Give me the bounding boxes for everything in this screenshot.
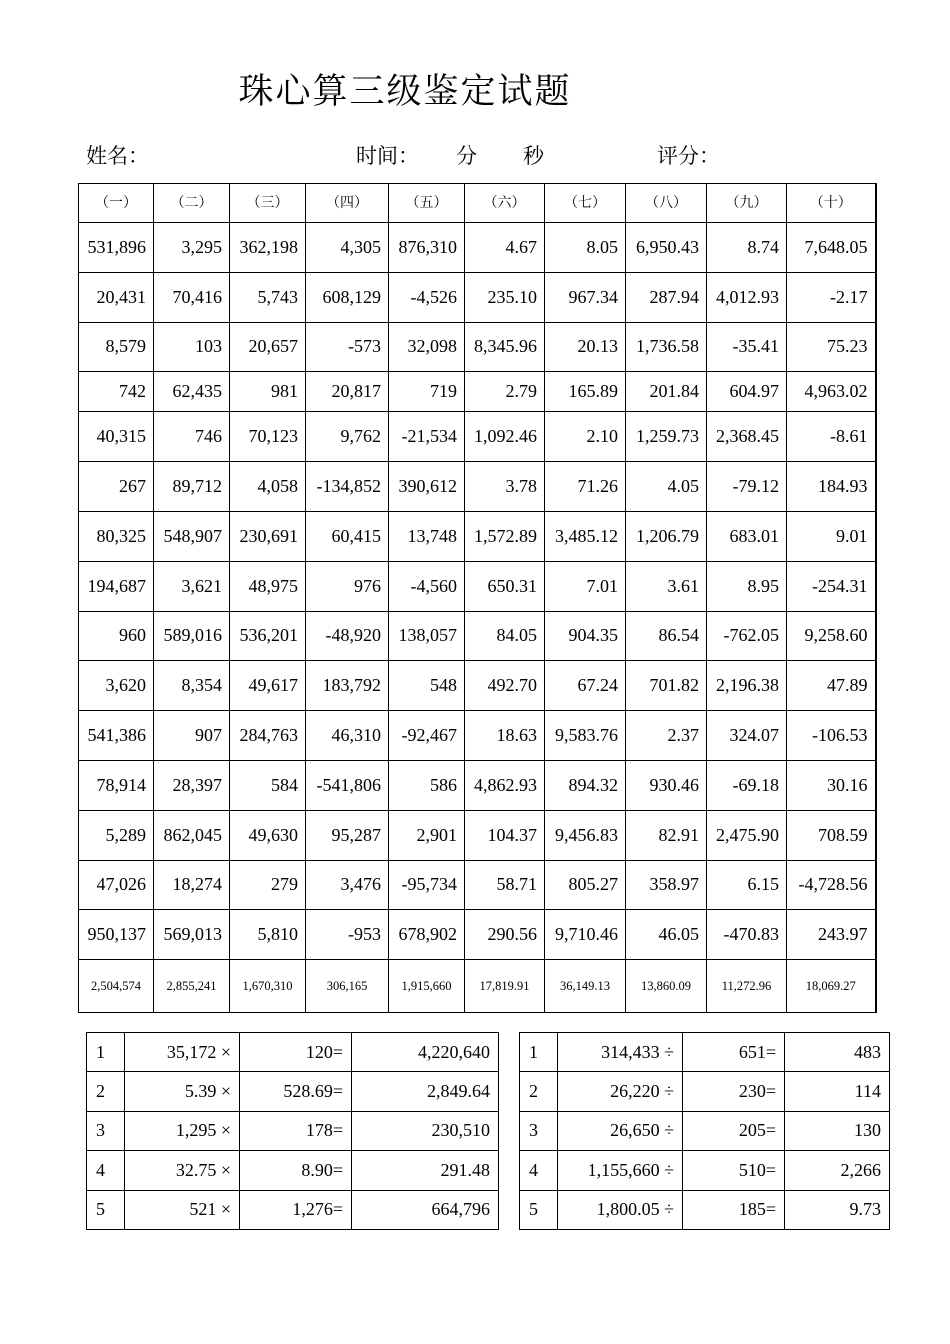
number-cell: 84.05 <box>465 611 545 661</box>
number-cell: 49,617 <box>230 661 306 711</box>
number-cell: 8,579 <box>79 322 154 372</box>
number-cell: 18,274 <box>154 860 230 910</box>
number-cell: -35.41 <box>707 322 787 372</box>
column-header: （五） <box>389 184 465 223</box>
number-cell: 2.10 <box>545 412 626 462</box>
number-cell: 8.74 <box>707 223 787 273</box>
number-cell: 604.97 <box>707 372 787 412</box>
number-cell: 1,259.73 <box>626 412 707 462</box>
time-label: 时间： <box>356 144 419 168</box>
number-cell: 89,712 <box>154 462 230 512</box>
number-cell: 58.71 <box>465 860 545 910</box>
total-cell: 11,272.96 <box>707 960 787 1013</box>
number-cell: 60,415 <box>306 511 389 561</box>
number-cell: 20.13 <box>545 322 626 372</box>
division-index: 1 <box>520 1033 558 1072</box>
table-row <box>79 561 876 611</box>
number-cell: 742 <box>79 372 154 412</box>
number-cell: 2,901 <box>389 810 465 860</box>
multiplication-operand-a: 35,172 × <box>125 1033 240 1072</box>
seconds-label: 秒 <box>523 144 544 168</box>
number-cell: 2,196.38 <box>707 661 787 711</box>
number-cell: 876,310 <box>389 223 465 273</box>
number-cell: 5,743 <box>230 272 306 322</box>
division-row <box>520 1151 890 1190</box>
number-cell: 650.31 <box>465 561 545 611</box>
number-cell: 67.24 <box>545 661 626 711</box>
number-cell: 138,057 <box>389 611 465 661</box>
number-cell: -573 <box>306 322 389 372</box>
multiplication-result: 2,849.64 <box>352 1072 499 1111</box>
number-cell: 8.05 <box>545 223 626 273</box>
number-cell: 678,902 <box>389 910 465 960</box>
multiplication-row <box>87 1033 499 1072</box>
number-cell: 746 <box>154 412 230 462</box>
multiplication-operand-a: 32.75 × <box>125 1151 240 1190</box>
number-cell: -762.05 <box>707 611 787 661</box>
number-cell: 584 <box>230 760 306 810</box>
minutes-label: 分 <box>456 144 477 168</box>
table-row <box>79 860 876 910</box>
division-operand-b: 510= <box>683 1151 785 1190</box>
number-cell: 1,572.89 <box>465 511 545 561</box>
division-row <box>520 1111 890 1150</box>
number-cell: -21,534 <box>389 412 465 462</box>
number-cell: -48,920 <box>306 611 389 661</box>
number-cell: 9,258.60 <box>787 611 876 661</box>
number-cell: 1,206.79 <box>626 511 707 561</box>
division-result: 9.73 <box>785 1190 890 1229</box>
number-cell: 541,386 <box>79 711 154 761</box>
number-cell: 2.79 <box>465 372 545 412</box>
number-cell: 390,612 <box>389 462 465 512</box>
number-cell: 4,963.02 <box>787 372 876 412</box>
column-header: （四） <box>306 184 389 223</box>
number-cell: 70,123 <box>230 412 306 462</box>
number-cell: -92,467 <box>389 711 465 761</box>
number-cell: 6.15 <box>707 860 787 910</box>
number-cell: 894.32 <box>545 760 626 810</box>
column-header: （三） <box>230 184 306 223</box>
multiplication-operand-b: 528.69= <box>240 1072 352 1111</box>
division-operand-a: 314,433 ÷ <box>558 1033 683 1072</box>
number-cell: 586 <box>389 760 465 810</box>
number-cell: 531,896 <box>79 223 154 273</box>
number-cell: -470.83 <box>707 910 787 960</box>
division-result: 130 <box>785 1111 890 1150</box>
number-cell: 950,137 <box>79 910 154 960</box>
table-row <box>79 810 876 860</box>
multiplication-result: 4,220,640 <box>352 1033 499 1072</box>
number-cell: 548,907 <box>154 511 230 561</box>
division-index: 2 <box>520 1072 558 1111</box>
division-operand-b: 651= <box>683 1033 785 1072</box>
multiplication-operand-b: 1,276= <box>240 1190 352 1229</box>
number-cell: 4,862.93 <box>465 760 545 810</box>
division-operand-a: 1,155,660 ÷ <box>558 1151 683 1190</box>
number-cell: 2.37 <box>626 711 707 761</box>
number-cell: -134,852 <box>306 462 389 512</box>
total-cell: 17,819.91 <box>465 960 545 1013</box>
number-cell: 5,810 <box>230 910 306 960</box>
table-row <box>79 910 876 960</box>
number-cell: 75.23 <box>787 322 876 372</box>
division-operand-a: 26,220 ÷ <box>558 1072 683 1111</box>
number-cell: 32,098 <box>389 322 465 372</box>
total-cell: 1,670,310 <box>230 960 306 1013</box>
number-cell: 62,435 <box>154 372 230 412</box>
number-cell: 967.34 <box>545 272 626 322</box>
number-cell: 8,345.96 <box>465 322 545 372</box>
number-cell: 104.37 <box>465 810 545 860</box>
number-cell: 7.01 <box>545 561 626 611</box>
number-cell: -8.61 <box>787 412 876 462</box>
column-header: （七） <box>545 184 626 223</box>
number-cell: 3.78 <box>465 462 545 512</box>
division-operand-b: 205= <box>683 1111 785 1150</box>
table-row <box>79 372 876 412</box>
division-index: 3 <box>520 1111 558 1150</box>
number-cell: -541,806 <box>306 760 389 810</box>
table-row <box>79 711 876 761</box>
number-cell: 862,045 <box>154 810 230 860</box>
number-cell: 82.91 <box>626 810 707 860</box>
number-cell: 95,287 <box>306 810 389 860</box>
number-cell: 165.89 <box>545 372 626 412</box>
number-cell: 3,295 <box>154 223 230 273</box>
number-cell: -106.53 <box>787 711 876 761</box>
table-row <box>79 661 876 711</box>
number-cell: 20,431 <box>79 272 154 322</box>
multiplication-row <box>87 1111 499 1150</box>
number-cell: 358.97 <box>626 860 707 910</box>
number-cell: 235.10 <box>465 272 545 322</box>
number-cell: 71.26 <box>545 462 626 512</box>
division-operand-b: 230= <box>683 1072 785 1111</box>
number-cell: 548 <box>389 661 465 711</box>
number-cell: 28,397 <box>154 760 230 810</box>
number-cell: -953 <box>306 910 389 960</box>
number-cell: 3,621 <box>154 561 230 611</box>
multiplication-operand-b: 178= <box>240 1111 352 1150</box>
number-cell: 18.63 <box>465 711 545 761</box>
multiplication-row <box>87 1190 499 1229</box>
number-cell: -2.17 <box>787 272 876 322</box>
number-cell: 267 <box>79 462 154 512</box>
table-row <box>79 760 876 810</box>
number-cell: 683.01 <box>707 511 787 561</box>
number-cell: 183,792 <box>306 661 389 711</box>
multiplication-index: 1 <box>87 1033 125 1072</box>
number-cell: 3,476 <box>306 860 389 910</box>
number-cell: 4,012.93 <box>707 272 787 322</box>
multiplication-row <box>87 1151 499 1190</box>
number-cell: 13,748 <box>389 511 465 561</box>
number-cell: 2,475.90 <box>707 810 787 860</box>
division-index: 4 <box>520 1151 558 1190</box>
number-cell: 2,368.45 <box>707 412 787 462</box>
number-cell: -69.18 <box>707 760 787 810</box>
number-cell: 569,013 <box>154 910 230 960</box>
number-cell: 20,657 <box>230 322 306 372</box>
number-cell: 492.70 <box>465 661 545 711</box>
number-cell: 103 <box>154 322 230 372</box>
multiplication-table <box>86 1032 499 1230</box>
multiplication-row <box>87 1072 499 1111</box>
total-cell: 18,069.27 <box>787 960 876 1013</box>
number-cell: 9,583.76 <box>545 711 626 761</box>
number-cell: 230,691 <box>230 511 306 561</box>
number-cell: 46,310 <box>306 711 389 761</box>
number-cell: 284,763 <box>230 711 306 761</box>
number-cell: 6,950.43 <box>626 223 707 273</box>
number-cell: 40,315 <box>79 412 154 462</box>
number-cell: -4,526 <box>389 272 465 322</box>
page-title: 珠心算三级鉴定试题 <box>238 72 572 112</box>
number-cell: 49,630 <box>230 810 306 860</box>
number-cell: 4,305 <box>306 223 389 273</box>
number-cell: 324.07 <box>707 711 787 761</box>
division-result: 2,266 <box>785 1151 890 1190</box>
multiplication-index: 2 <box>87 1072 125 1111</box>
number-cell: 70,416 <box>154 272 230 322</box>
number-cell: 80,325 <box>79 511 154 561</box>
table-row <box>79 511 876 561</box>
division-index: 5 <box>520 1190 558 1229</box>
number-cell: 536,201 <box>230 611 306 661</box>
division-result: 114 <box>785 1072 890 1111</box>
multiplication-result: 664,796 <box>352 1190 499 1229</box>
division-result: 483 <box>785 1033 890 1072</box>
division-operand-b: 185= <box>683 1190 785 1229</box>
number-cell: 960 <box>79 611 154 661</box>
column-header: （九） <box>707 184 787 223</box>
number-cell: 78,914 <box>79 760 154 810</box>
total-cell: 2,504,574 <box>79 960 154 1013</box>
number-cell: 4,058 <box>230 462 306 512</box>
number-cell: 287.94 <box>626 272 707 322</box>
number-cell: -4,560 <box>389 561 465 611</box>
number-cell: 184.93 <box>787 462 876 512</box>
number-cell: 4.05 <box>626 462 707 512</box>
number-cell: 9,710.46 <box>545 910 626 960</box>
division-row <box>520 1072 890 1111</box>
column-header: （十） <box>787 184 876 223</box>
number-cell: 7,648.05 <box>787 223 876 273</box>
multiplication-operand-b: 8.90= <box>240 1151 352 1190</box>
number-cell: 48,975 <box>230 561 306 611</box>
number-cell: 907 <box>154 711 230 761</box>
number-cell: 201.84 <box>626 372 707 412</box>
table-row <box>79 272 876 322</box>
table-row <box>79 611 876 661</box>
number-cell: 9.01 <box>787 511 876 561</box>
number-cell: 47.89 <box>787 661 876 711</box>
number-cell: 243.97 <box>787 910 876 960</box>
number-cell: 47,026 <box>79 860 154 910</box>
number-cell: 290.56 <box>465 910 545 960</box>
division-row <box>520 1033 890 1072</box>
multiplication-operand-b: 120= <box>240 1033 352 1072</box>
multiplication-operand-a: 1,295 × <box>125 1111 240 1150</box>
number-cell: 9,456.83 <box>545 810 626 860</box>
number-cell: 279 <box>230 860 306 910</box>
number-cell: 981 <box>230 372 306 412</box>
multiplication-result: 230,510 <box>352 1111 499 1150</box>
number-cell: -79.12 <box>707 462 787 512</box>
number-cell: 805.27 <box>545 860 626 910</box>
number-cell: 194,687 <box>79 561 154 611</box>
multiplication-operand-a: 521 × <box>125 1190 240 1229</box>
number-cell: 3.61 <box>626 561 707 611</box>
number-cell: 904.35 <box>545 611 626 661</box>
number-cell: -95,734 <box>389 860 465 910</box>
number-cell: 3,620 <box>79 661 154 711</box>
number-cell: 1,092.46 <box>465 412 545 462</box>
table-row <box>79 223 876 273</box>
multiplication-index: 5 <box>87 1190 125 1229</box>
number-cell: 589,016 <box>154 611 230 661</box>
column-header: （一） <box>79 184 154 223</box>
number-cell: 46.05 <box>626 910 707 960</box>
number-cell: 708.59 <box>787 810 876 860</box>
number-cell: 701.82 <box>626 661 707 711</box>
division-operand-a: 1,800.05 ÷ <box>558 1190 683 1229</box>
division-row <box>520 1190 890 1229</box>
table-row <box>79 462 876 512</box>
multiplication-index: 4 <box>87 1151 125 1190</box>
number-cell: 3,485.12 <box>545 511 626 561</box>
number-cell: 5,289 <box>79 810 154 860</box>
table-row <box>79 322 876 372</box>
total-cell: 36,149.13 <box>545 960 626 1013</box>
total-cell: 13,860.09 <box>626 960 707 1013</box>
table-row <box>79 412 876 462</box>
number-cell: 4.67 <box>465 223 545 273</box>
number-cell: 719 <box>389 372 465 412</box>
column-header: （八） <box>626 184 707 223</box>
name-label: 姓名： <box>86 144 149 168</box>
number-cell: 362,198 <box>230 223 306 273</box>
number-cell: 30.16 <box>787 760 876 810</box>
number-cell: 86.54 <box>626 611 707 661</box>
column-header: （二） <box>154 184 230 223</box>
totals-row <box>79 960 876 1013</box>
division-table <box>519 1032 890 1230</box>
total-cell: 2,855,241 <box>154 960 230 1013</box>
number-cell: 930.46 <box>626 760 707 810</box>
multiplication-index: 3 <box>87 1111 125 1150</box>
multiplication-operand-a: 5.39 × <box>125 1072 240 1111</box>
number-cell: 976 <box>306 561 389 611</box>
addition-table <box>78 183 877 1013</box>
number-cell: 1,736.58 <box>626 322 707 372</box>
score-label: 评分： <box>657 144 720 168</box>
number-cell: -4,728.56 <box>787 860 876 910</box>
column-header: （六） <box>465 184 545 223</box>
multiplication-result: 291.48 <box>352 1151 499 1190</box>
number-cell: 20,817 <box>306 372 389 412</box>
number-cell: 8,354 <box>154 661 230 711</box>
number-cell: -254.31 <box>787 561 876 611</box>
number-cell: 608,129 <box>306 272 389 322</box>
number-cell: 8.95 <box>707 561 787 611</box>
column-header-row <box>79 184 876 223</box>
number-cell: 9,762 <box>306 412 389 462</box>
total-cell: 1,915,660 <box>389 960 465 1013</box>
total-cell: 306,165 <box>306 960 389 1013</box>
division-operand-a: 26,650 ÷ <box>558 1111 683 1150</box>
